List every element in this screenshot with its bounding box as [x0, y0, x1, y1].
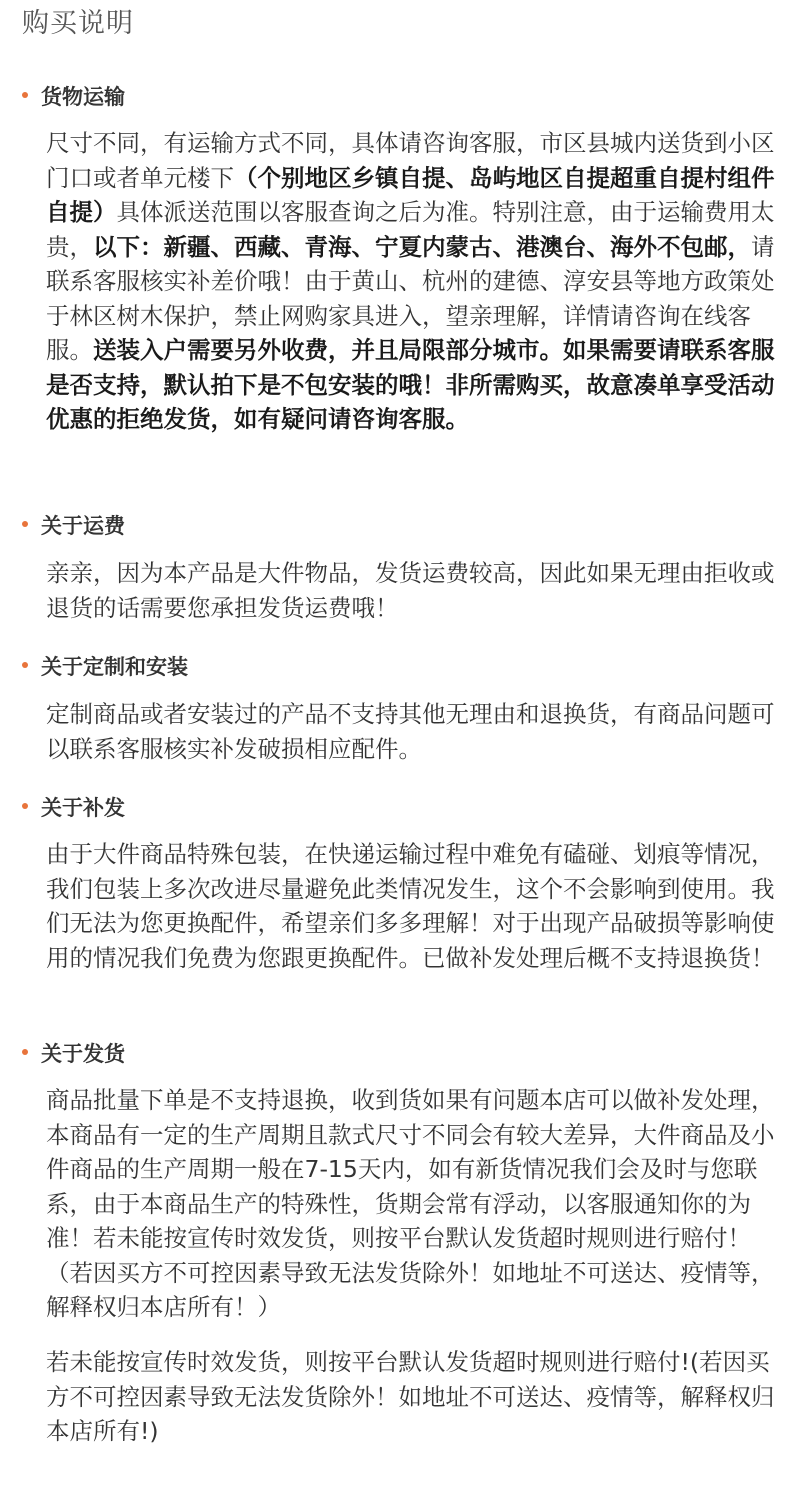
paragraph-segment: 定制商品或者安装过的产品不支持其他无理由和退换货，有商品问题可以联系客服核实补发破损相应配件。: [46, 700, 775, 763]
paragraph-segment: 具体派送范围以客服查询之后为准。特别注意，由于运输费用太贵，: [46, 198, 775, 261]
section-paragraph-reissue: [46, 837, 776, 975]
section-paragraph-delivery-note: [46, 1345, 776, 1449]
section-heading-label: 关于补发: [41, 796, 125, 820]
bullet-icon: [22, 803, 28, 809]
bullet-icon: [22, 662, 28, 668]
section-heading-label: 关于运费: [41, 514, 125, 538]
paragraph-segment: 商品批量下单是不支持退换，收到货如果有问题本店可以做补发处理，本商品有一定的生产周期且款式尺寸不同会有较大差异，大件商品及小件商品的生产周期一般在7-15天内，如有新货情况我们会及时与您联系，由于本商品生产的特殊性，货期会常有浮动，以客服通知你的为准！若未能按宣传时效发货，则按平台默认发货超时规则进行赔付！（若因买方不可控因素导致无法发货除外！如地址不可送达、疫情等，解释权归本店所有！）: [46, 1086, 775, 1321]
paragraph-segment: 由于大件商品特殊包装，在快递运输过程中难免有磕碰、划痕等情况，我们包装上多次改进尽量避免此类情况发生，这个不会影响到使用。我们无法为您更换配件，希望亲们多多理解！对于出现产品破损等影响使用的情况我们免费为您跟更换配件。已做补发处理后概不支持退换货！: [46, 840, 775, 972]
paragraph-segment: 亲亲，因为本产品是大件物品，发货运费较高，因此如果无理由拒收或退货的话需要您承担发货运费哦！: [46, 559, 775, 622]
paragraph-segment: 请联系客服核实补差价哦！由于黄山、杭州的建德、淳安县等地方政策处于林区树木保护，禁止网购家具进入，望亲理解，详情请咨询在线客服。: [46, 232, 775, 364]
page-title: 购买说明: [22, 8, 134, 39]
bullet-icon: [22, 521, 28, 527]
section-paragraph-shipping: [46, 126, 776, 437]
section-paragraph-custom-install: [46, 697, 776, 766]
paragraph-segment: 若未能按宣传时效发货，则按平台默认发货超时规则进行赔付!(若因买方不可控因素导致无法发货除外！如地址不可送达、疫情等，解释权归本店所有!): [46, 1348, 775, 1445]
bullet-icon: [22, 92, 28, 98]
section-heading-reissue: [22, 793, 125, 823]
section-heading-shipping: [22, 82, 125, 112]
paragraph-segment: 尺寸不同，有运输方式不同，具体请咨询客服，市区县城内送货到小区门口或者单元楼下: [46, 129, 775, 192]
section-heading-label: 关于发货: [41, 1042, 125, 1066]
section-heading-custom-install: [22, 652, 188, 682]
bullet-icon: [22, 1049, 28, 1055]
section-heading-label: 货物运输: [41, 85, 125, 109]
section-heading-label: 关于定制和安装: [41, 655, 188, 679]
section-heading-freight: [22, 511, 125, 541]
paragraph-segment-emphasis: （个别地区乡镇自提、岛屿地区自提超重自提村组件自提）: [46, 163, 775, 226]
paragraph-segment-emphasis: 送装入户需要另外收费，并且局限部分城市。如果需要请联系客服是否支持，默认拍下是不包安装的哦！非所需购买，故意凑单享受活动优惠的拒绝发货，如有疑问请咨询客服。: [46, 336, 775, 433]
section-heading-delivery: [22, 1039, 125, 1069]
paragraph-segment-emphasis: 以下：新疆、西藏、青海、宁夏内蒙古、港澳台、海外不包邮，: [93, 232, 751, 261]
section-paragraph-delivery: [46, 1083, 776, 1325]
section-paragraph-freight: [46, 556, 776, 625]
